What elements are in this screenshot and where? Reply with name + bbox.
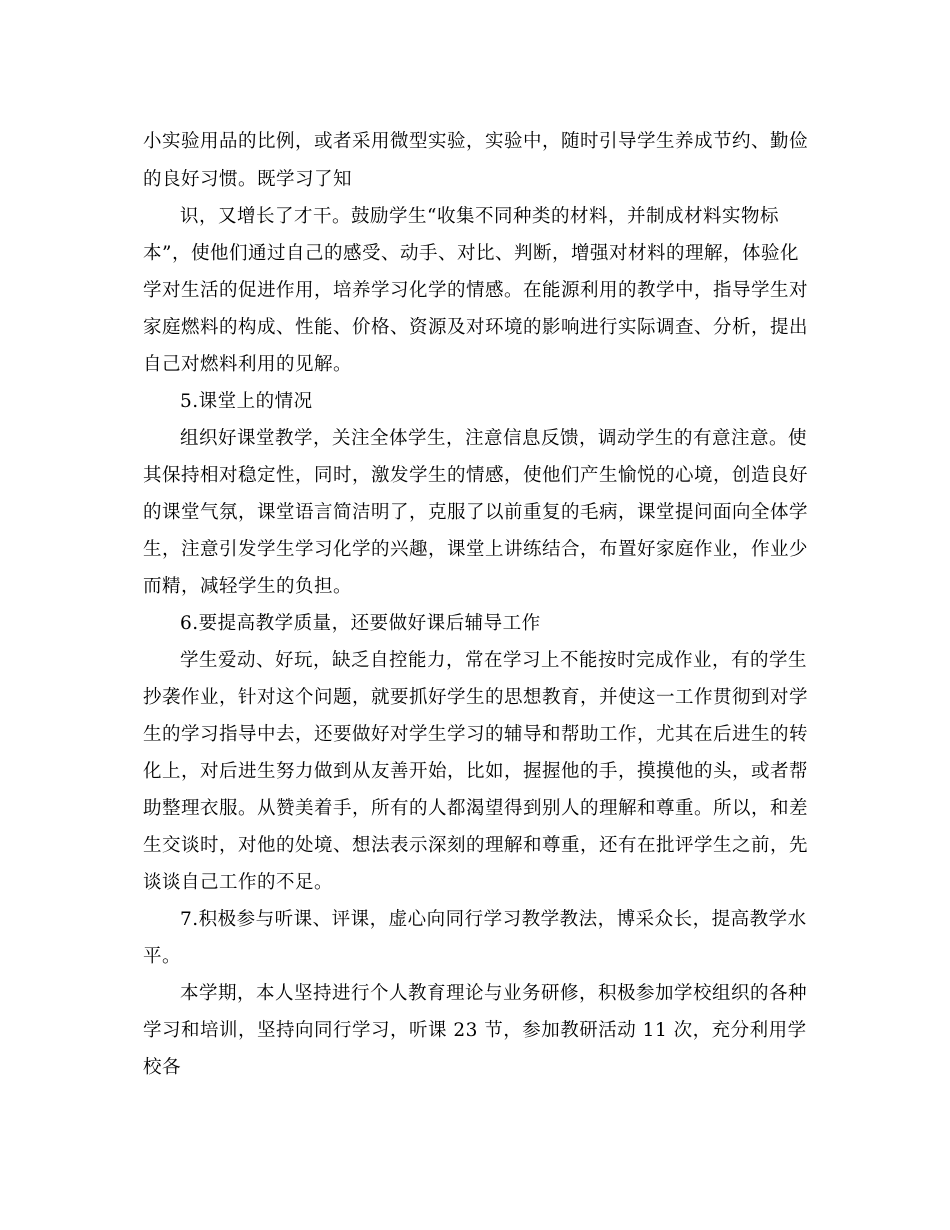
text-line: 生的学习指导中去，还要做好对学生学习的辅导和帮助工作，尤其在后进生的转 [143, 724, 809, 745]
text-line: 学生爱动、好玩，缺乏自控能力，常在学习上不能按时完成作业，有的学生 [180, 650, 808, 671]
text-line: 的课堂气氛，课堂语言简洁明了，克服了以前重复的毛病，课堂提问面向全体学 [143, 502, 809, 523]
text-line: 而精，减轻学生的负担。 [143, 576, 353, 597]
text-line: 谈谈自己工作的不足。 [143, 872, 334, 893]
text-line: 校各 [143, 1057, 182, 1078]
text-line: 家庭燃料的构成、性能、价格、资源及对环境的影响进行实际调查、分析，提出 [143, 317, 809, 338]
section-heading: 6.要提高教学质量，还要做好课后辅导工作 [180, 613, 541, 634]
text-line: 平。 [143, 946, 182, 967]
text-line: 本学期，本人坚持进行个人教育理论与业务研修，积极参加学校组织的各种 [180, 983, 808, 1004]
text-line: 小实验用品的比例，或者采用微型实验，实验中，随时引导学生养成节约、勤俭 [143, 131, 809, 152]
text-line: 生，注意引发学生学习化学的兴趣，课堂上讲练结合，布置好家庭作业，作业少 [143, 539, 809, 560]
text-line: 学对生活的促进作用，培养学习化学的情感。在能源利用的教学中，指导学生对 [143, 280, 809, 301]
text-line: 其保持相对稳定性，同时，激发学生的情感，使他们产生愉悦的心境，创造良好 [143, 465, 809, 486]
section-heading: 7.积极参与听课、评课，虚心向同行学习教学教法，博采众长，提高教学水 [180, 909, 807, 930]
text-line: 助整理衣服。从赞美着手，所有的人都渴望得到别人的理解和尊重。所以，和差 [143, 798, 809, 819]
text-line: 组织好课堂教学，关注全体学生，注意信息反馈，调动学生的有意注意。使 [180, 428, 808, 449]
text-line: 自己对燃料利用的见解。 [143, 354, 353, 375]
text-line: 学习和培训，坚持向同行学习，听课 23 节，参加教研活动 11 次，充分利用学 [143, 1020, 807, 1041]
section-heading: 5.课堂上的情况 [180, 391, 313, 412]
text-line: 生交谈时，对他的处境、想法表示深刻的理解和尊重，还有在批评学生之前，先 [143, 835, 809, 856]
text-line: 抄袭作业，针对这个问题，就要抓好学生的思想教育，并使这一工作贯彻到对学 [143, 687, 809, 708]
text-line: 本”，使他们通过自己的感受、动手、对比、判断，增强对材料的理解，体验化 [143, 243, 799, 264]
text-line: 化上，对后进生努力做到从友善开始，比如，握握他的手，摸摸他的头，或者帮 [143, 761, 809, 782]
text-line: 识，又增长了才干。鼓励学生“收集不同种类的材料，并制成材料实物标 [180, 206, 779, 227]
text-line: 的良好习惯。既学习了知 [143, 169, 353, 190]
